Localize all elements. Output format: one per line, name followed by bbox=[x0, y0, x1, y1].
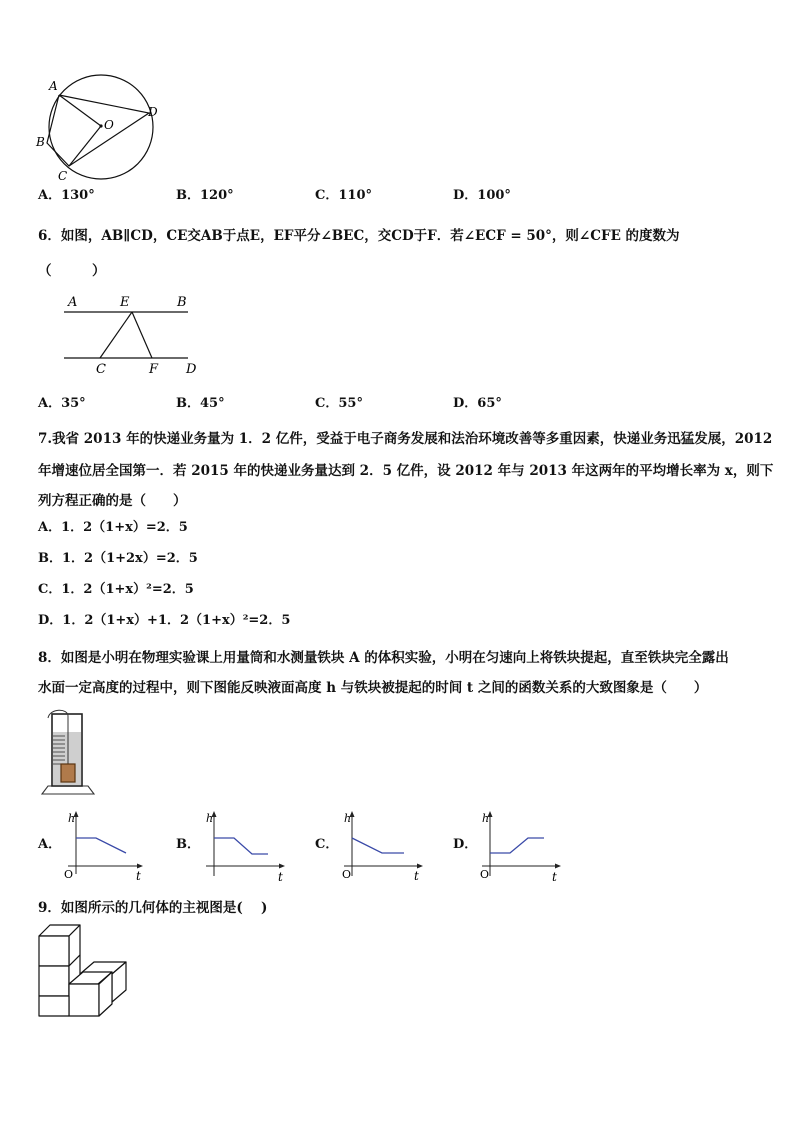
svg-text:t: t bbox=[278, 870, 283, 884]
q7-choice-b[interactable]: B．1．2（1+2x）=2．5 bbox=[38, 551, 198, 566]
q8-option-c-label[interactable]: C． bbox=[315, 837, 339, 852]
label-a: A bbox=[49, 79, 58, 93]
svg-text:O: O bbox=[480, 868, 490, 881]
q6-choice-b[interactable]: B．45° bbox=[176, 396, 225, 411]
q5-choice-c[interactable]: C．110° bbox=[315, 188, 372, 203]
segment-ec bbox=[100, 312, 132, 358]
label-f: F bbox=[149, 362, 159, 377]
q9-cube-stack-figure bbox=[36, 922, 132, 1022]
q8-stem-line2: 水面一定高度的过程中，则下图能反映液面高度 h 与铁块被提起的时间 t 之间的函数关系的大致图象是（ ） bbox=[38, 680, 708, 696]
svg-text:t: t bbox=[552, 870, 557, 884]
q7-choice-a[interactable]: A．1．2（1+x）=2．5 bbox=[38, 520, 188, 535]
q5-choice-d[interactable]: D．100° bbox=[453, 188, 511, 203]
q7-stem-line1: 7.我省 2013 年的快递业务量为 1．2 亿件，受益于电子商务发展和法治环境改善等多重因素，快递业务迅猛发展，2012 bbox=[38, 431, 773, 447]
q8-graph-d[interactable] bbox=[474, 808, 564, 884]
q7-stem-line3: 列方程正确的是（ ） bbox=[38, 493, 187, 509]
q8-cylinder-figure bbox=[38, 706, 100, 800]
graph-d-line bbox=[490, 838, 544, 853]
label-d: D bbox=[148, 105, 158, 119]
q8-graph-a[interactable] bbox=[60, 808, 146, 884]
q6-parallel-lines-figure bbox=[58, 292, 208, 378]
q7-stem-line2: 年增速位居全国第一．若 2015 年的快递业务量达到 2．5 亿件，设 2012 年与 2013 年这两年的平均增长率为 x，则下 bbox=[38, 463, 774, 479]
svg-text:h: h bbox=[206, 812, 214, 825]
q9-stem-line1: 9．如图所示的几何体的主视图是( ) bbox=[38, 900, 268, 916]
radius-oc bbox=[69, 126, 101, 166]
segment-ef bbox=[132, 312, 152, 358]
q6-stem-line1: 6．如图，AB∥CD，CE交AB于点E，EF平分∠BEC，交CD于F．若∠ECF = 50°，则∠CFE 的度数为 bbox=[38, 228, 680, 244]
label-d: D bbox=[186, 362, 197, 377]
iron-block bbox=[61, 764, 75, 782]
q6-choice-a[interactable]: A．35° bbox=[38, 396, 86, 411]
graph-c-line bbox=[352, 838, 404, 853]
q8-stem-line1: 8．如图是小明在物理实验课上用量筒和水测量铁块 A 的体积实验，小明在匀速向上将铁块提起，直至铁块完全露出 bbox=[38, 650, 729, 666]
q8-graph-c[interactable] bbox=[336, 808, 426, 884]
label-o: O bbox=[104, 118, 114, 132]
q6-choice-d[interactable]: D．65° bbox=[453, 396, 502, 411]
label-e: E bbox=[120, 295, 130, 310]
q8-graph-b[interactable] bbox=[198, 808, 288, 884]
label-c: C bbox=[96, 362, 106, 377]
q8-option-b-label[interactable]: B． bbox=[176, 837, 200, 852]
svg-text:O: O bbox=[64, 868, 74, 881]
cylinder-base bbox=[42, 786, 94, 794]
svg-text:t: t bbox=[136, 869, 141, 883]
svg-text:t: t bbox=[414, 869, 419, 883]
graph-b-line bbox=[214, 838, 268, 854]
label-a: A bbox=[68, 295, 78, 310]
q5-circle-figure bbox=[30, 68, 170, 186]
svg-text:h: h bbox=[344, 812, 352, 825]
q8-option-d-label[interactable]: D． bbox=[453, 837, 478, 852]
label-b: B bbox=[36, 135, 45, 149]
label-c: C bbox=[58, 169, 68, 183]
svg-text:O: O bbox=[342, 868, 352, 881]
svg-text:h: h bbox=[482, 812, 490, 825]
center-point bbox=[99, 124, 102, 127]
q7-choice-d[interactable]: D．1．2（1+x）+1．2（1+x）²=2．5 bbox=[38, 613, 291, 628]
q5-choice-b[interactable]: B．120° bbox=[176, 188, 234, 203]
q6-choice-c[interactable]: C．55° bbox=[315, 396, 363, 411]
q7-choice-c[interactable]: C．1．2（1+x）²=2．5 bbox=[38, 582, 194, 597]
q5-choice-a[interactable]: A．130° bbox=[38, 188, 95, 203]
q6-stem-line2: （ ） bbox=[38, 263, 106, 279]
label-b: B bbox=[177, 295, 187, 310]
svg-text:h: h bbox=[68, 812, 76, 825]
q8-option-a-label[interactable]: A． bbox=[38, 837, 62, 852]
graph-a-line bbox=[76, 838, 126, 853]
